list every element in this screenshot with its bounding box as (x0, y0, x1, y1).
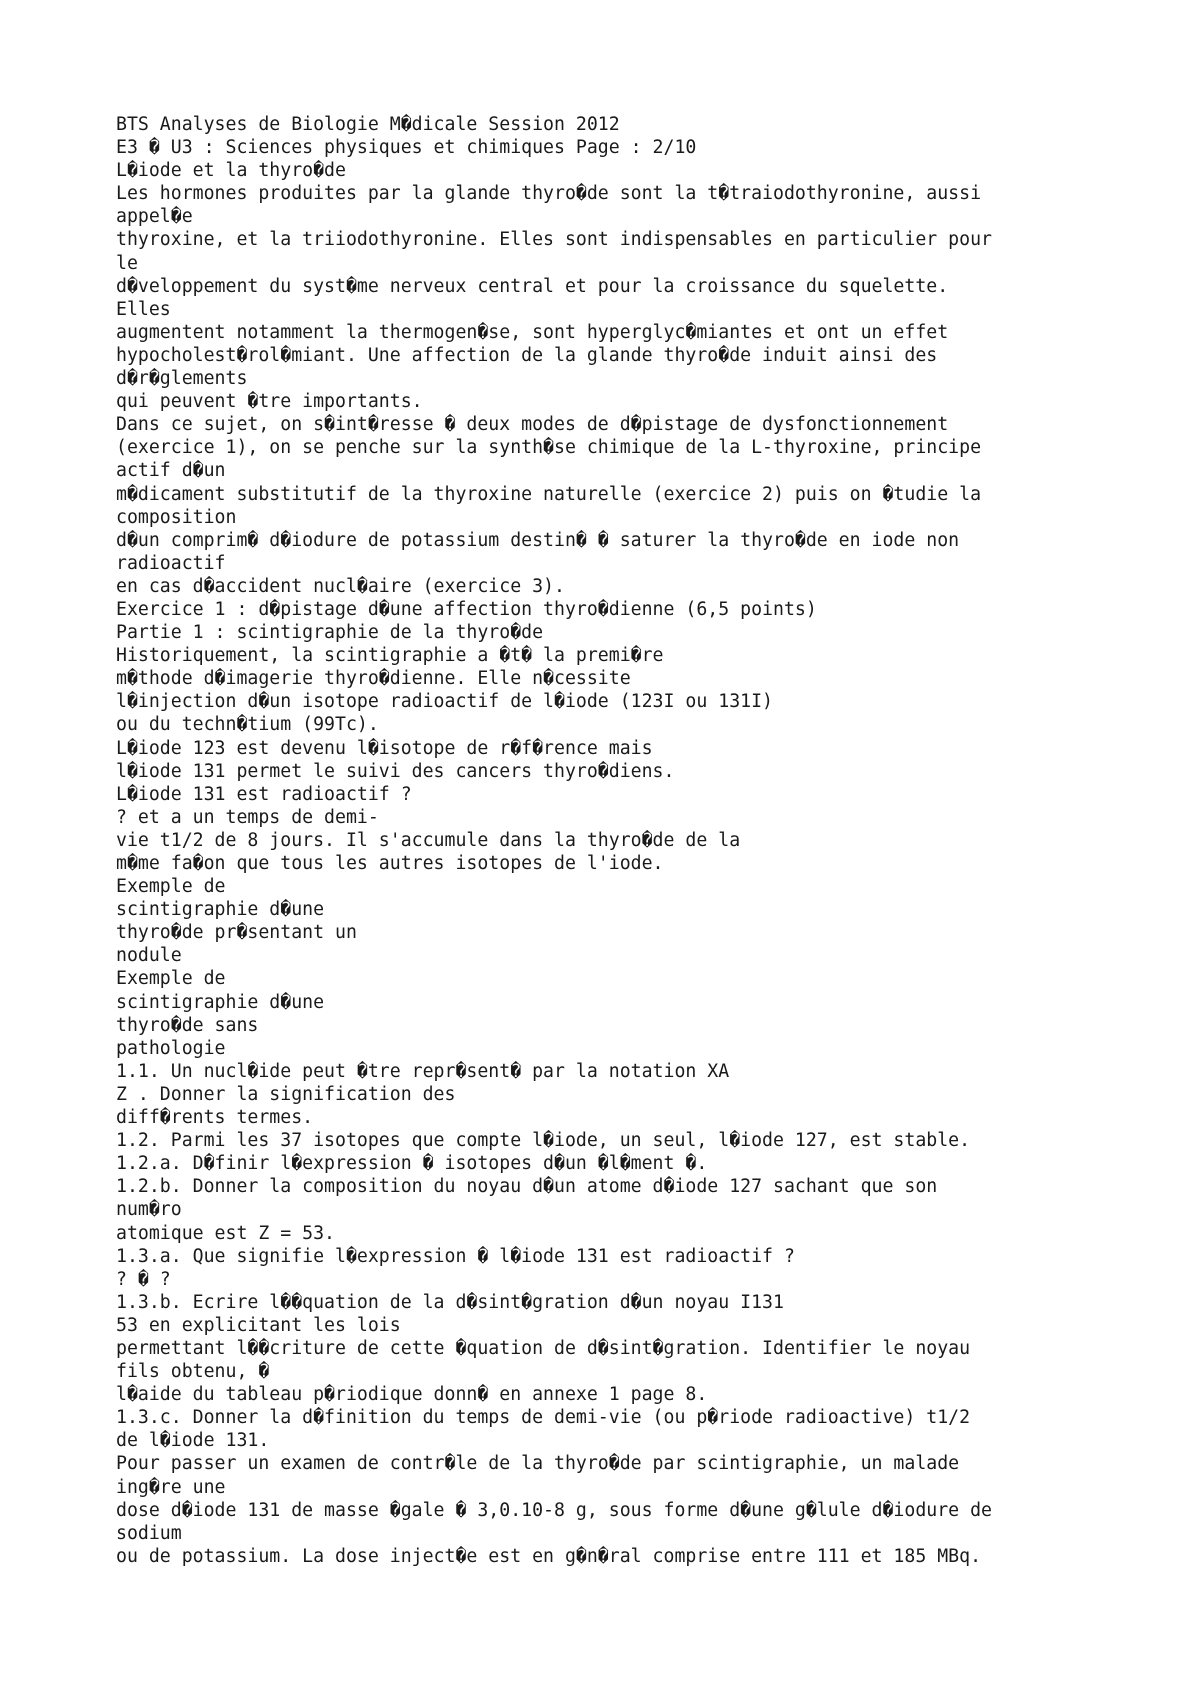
text-line: augmentent notamment la thermogen�se, sont hyperglyc�miantes et ont un effet (116, 321, 949, 343)
text-line: num�ro (116, 1199, 182, 1221)
text-line: Exemple de (116, 968, 226, 990)
text-line: scintigraphie d�une (116, 991, 325, 1013)
text-line: ? et a un temps de demi- (116, 806, 379, 828)
text-line: qui peuvent �tre importants. (116, 391, 423, 413)
text-line: Partie 1 : scintigraphie de la thyro�de (116, 622, 544, 644)
text-line: thyroxine, et la triiodothyronine. Elles sont indispensables en particulier pour (116, 229, 992, 251)
text-line: scintigraphie d�une (116, 899, 325, 921)
text-line: thyro�de pr�sentant un (116, 922, 357, 944)
text-line: Exemple de (116, 876, 226, 898)
text-line: hypocholest�rol�miant. Une affection de la glande thyro�de induit ainsi des (116, 344, 938, 366)
text-line: ? � ? (116, 1268, 171, 1290)
text-line: m�thode d�imagerie thyro�dienne. Elle n�cessite (116, 668, 631, 690)
text-line: de l�iode 131. (116, 1430, 270, 1452)
text-line: radioactif (116, 552, 226, 574)
text-line: L�iode 123 est devenu l�isotope de r�f�rence mais (116, 737, 653, 759)
text-line: 1.3.b. Ecrire l��quation de la d�sint�gration d�un noyau I131 (116, 1291, 784, 1313)
text-line: L�iode 131 est radioactif ? (116, 783, 412, 805)
text-line: 1.2.b. Donner la composition du noyau d�un atome d�iode 127 sachant que son (116, 1176, 938, 1198)
text-line: BTS Analyses de Biologie M�dicale Session 2012 (116, 114, 620, 135)
text-line: Historiquement, la scintigraphie a �t� la premi�re (116, 645, 664, 667)
text-line: atomique est Z = 53. (116, 1222, 335, 1244)
text-line: en cas d�accident nucl�aire (exercice 3). (116, 575, 565, 597)
text-line: Les hormones produites par la glande thyro�de sont la t�traiodothyronine, aussi (116, 183, 982, 205)
text-line: l�injection d�un isotope radioactif de l�iode (123I ou 131I) (116, 691, 773, 713)
text-line: Pour passer un examen de contr�le de la thyro�de par scintigraphie, un malade (116, 1453, 960, 1475)
text-line: E3 � U3 : Sciences physiques et chimiques Page : 2/10 (116, 137, 697, 159)
text-line: d�un comprim� d�iodure de potassium destin� � saturer la thyro�de en iode non (116, 529, 960, 551)
text-line: L�iode et la thyro�de (116, 160, 346, 182)
text-line: pathologie (116, 1037, 226, 1059)
text-line: nodule (116, 945, 182, 967)
text-line: Exercice 1 : d�pistage d�une affection thyro�dienne (6,5 points) (116, 598, 817, 620)
text-line: ou du techn�tium (99Tc). (116, 714, 379, 736)
text-line: thyro�de sans (116, 1014, 259, 1036)
text-line: vie t1/2 de 8 jours. Il s'accumule dans la thyro�de de la (116, 829, 741, 851)
text-line: 1.3.a. Que signifie l�expression � l�iode 131 est radioactif ? (116, 1245, 795, 1267)
text-line: sodium (116, 1522, 182, 1544)
text-line: actif d�un (116, 460, 226, 482)
text-line: d�r�glements (116, 368, 248, 390)
text-line: l�iode 131 permet le suivi des cancers thyro�diens. (116, 760, 675, 782)
text-line: d�veloppement du syst�me nerveux central et pour la croissance du squelette. (116, 275, 949, 297)
text-line: (exercice 1), on se penche sur la synth�se chimique de la L-thyroxine, principe (116, 437, 982, 459)
text-line: diff�rents termes. (116, 1107, 314, 1129)
text-line: ing�re une (116, 1476, 226, 1498)
text-line: 1.2.a. D�finir l�expression � isotopes d�un �l�ment �. (116, 1153, 708, 1175)
text-line: permettant l��criture de cette �quation de d�sint�gration. Identifier le noyau (116, 1337, 971, 1359)
text-line: composition (116, 506, 237, 528)
text-line: ou de potassium. La dose inject�e est en g�n�ral comprise entre 111 et 185 MBq. (116, 1545, 982, 1567)
document-page (116, 113, 1196, 1568)
text-line: Elles (116, 298, 171, 320)
text-line: m�dicament substitutif de la thyroxine naturelle (exercice 2) puis on �tudie la (116, 483, 982, 505)
text-line: Z . Donner la signification des (116, 1083, 456, 1105)
text-line: le (116, 252, 138, 274)
text-line: appel�e (116, 206, 193, 228)
text-line: 1.2. Parmi les 37 isotopes que compte l�iode, un seul, l�iode 127, est stable. (116, 1130, 971, 1152)
text-line: 53 en explicitant les lois (116, 1314, 401, 1336)
text-line: l�aide du tableau p�riodique donn� en annexe 1 page 8. (116, 1384, 708, 1406)
text-line: 1.3.c. Donner la d�finition du temps de demi-vie (ou p�riode radioactive) t1/2 (116, 1407, 971, 1429)
text-line: fils obtenu, � (116, 1361, 270, 1383)
text-line: m�me fa�on que tous les autres isotopes de l'iode. (116, 853, 664, 874)
text-line: 1.1. Un nucl�ide peut �tre repr�sent� par la notation XA (116, 1060, 730, 1082)
text-line: Dans ce sujet, on s�int�resse � deux modes de d�pistage de dysfonctionnement (116, 414, 949, 436)
text-line: dose d�iode 131 de masse �gale � 3,0.10-8 g, sous forme d�une g�lule d�iodure de (116, 1499, 992, 1521)
